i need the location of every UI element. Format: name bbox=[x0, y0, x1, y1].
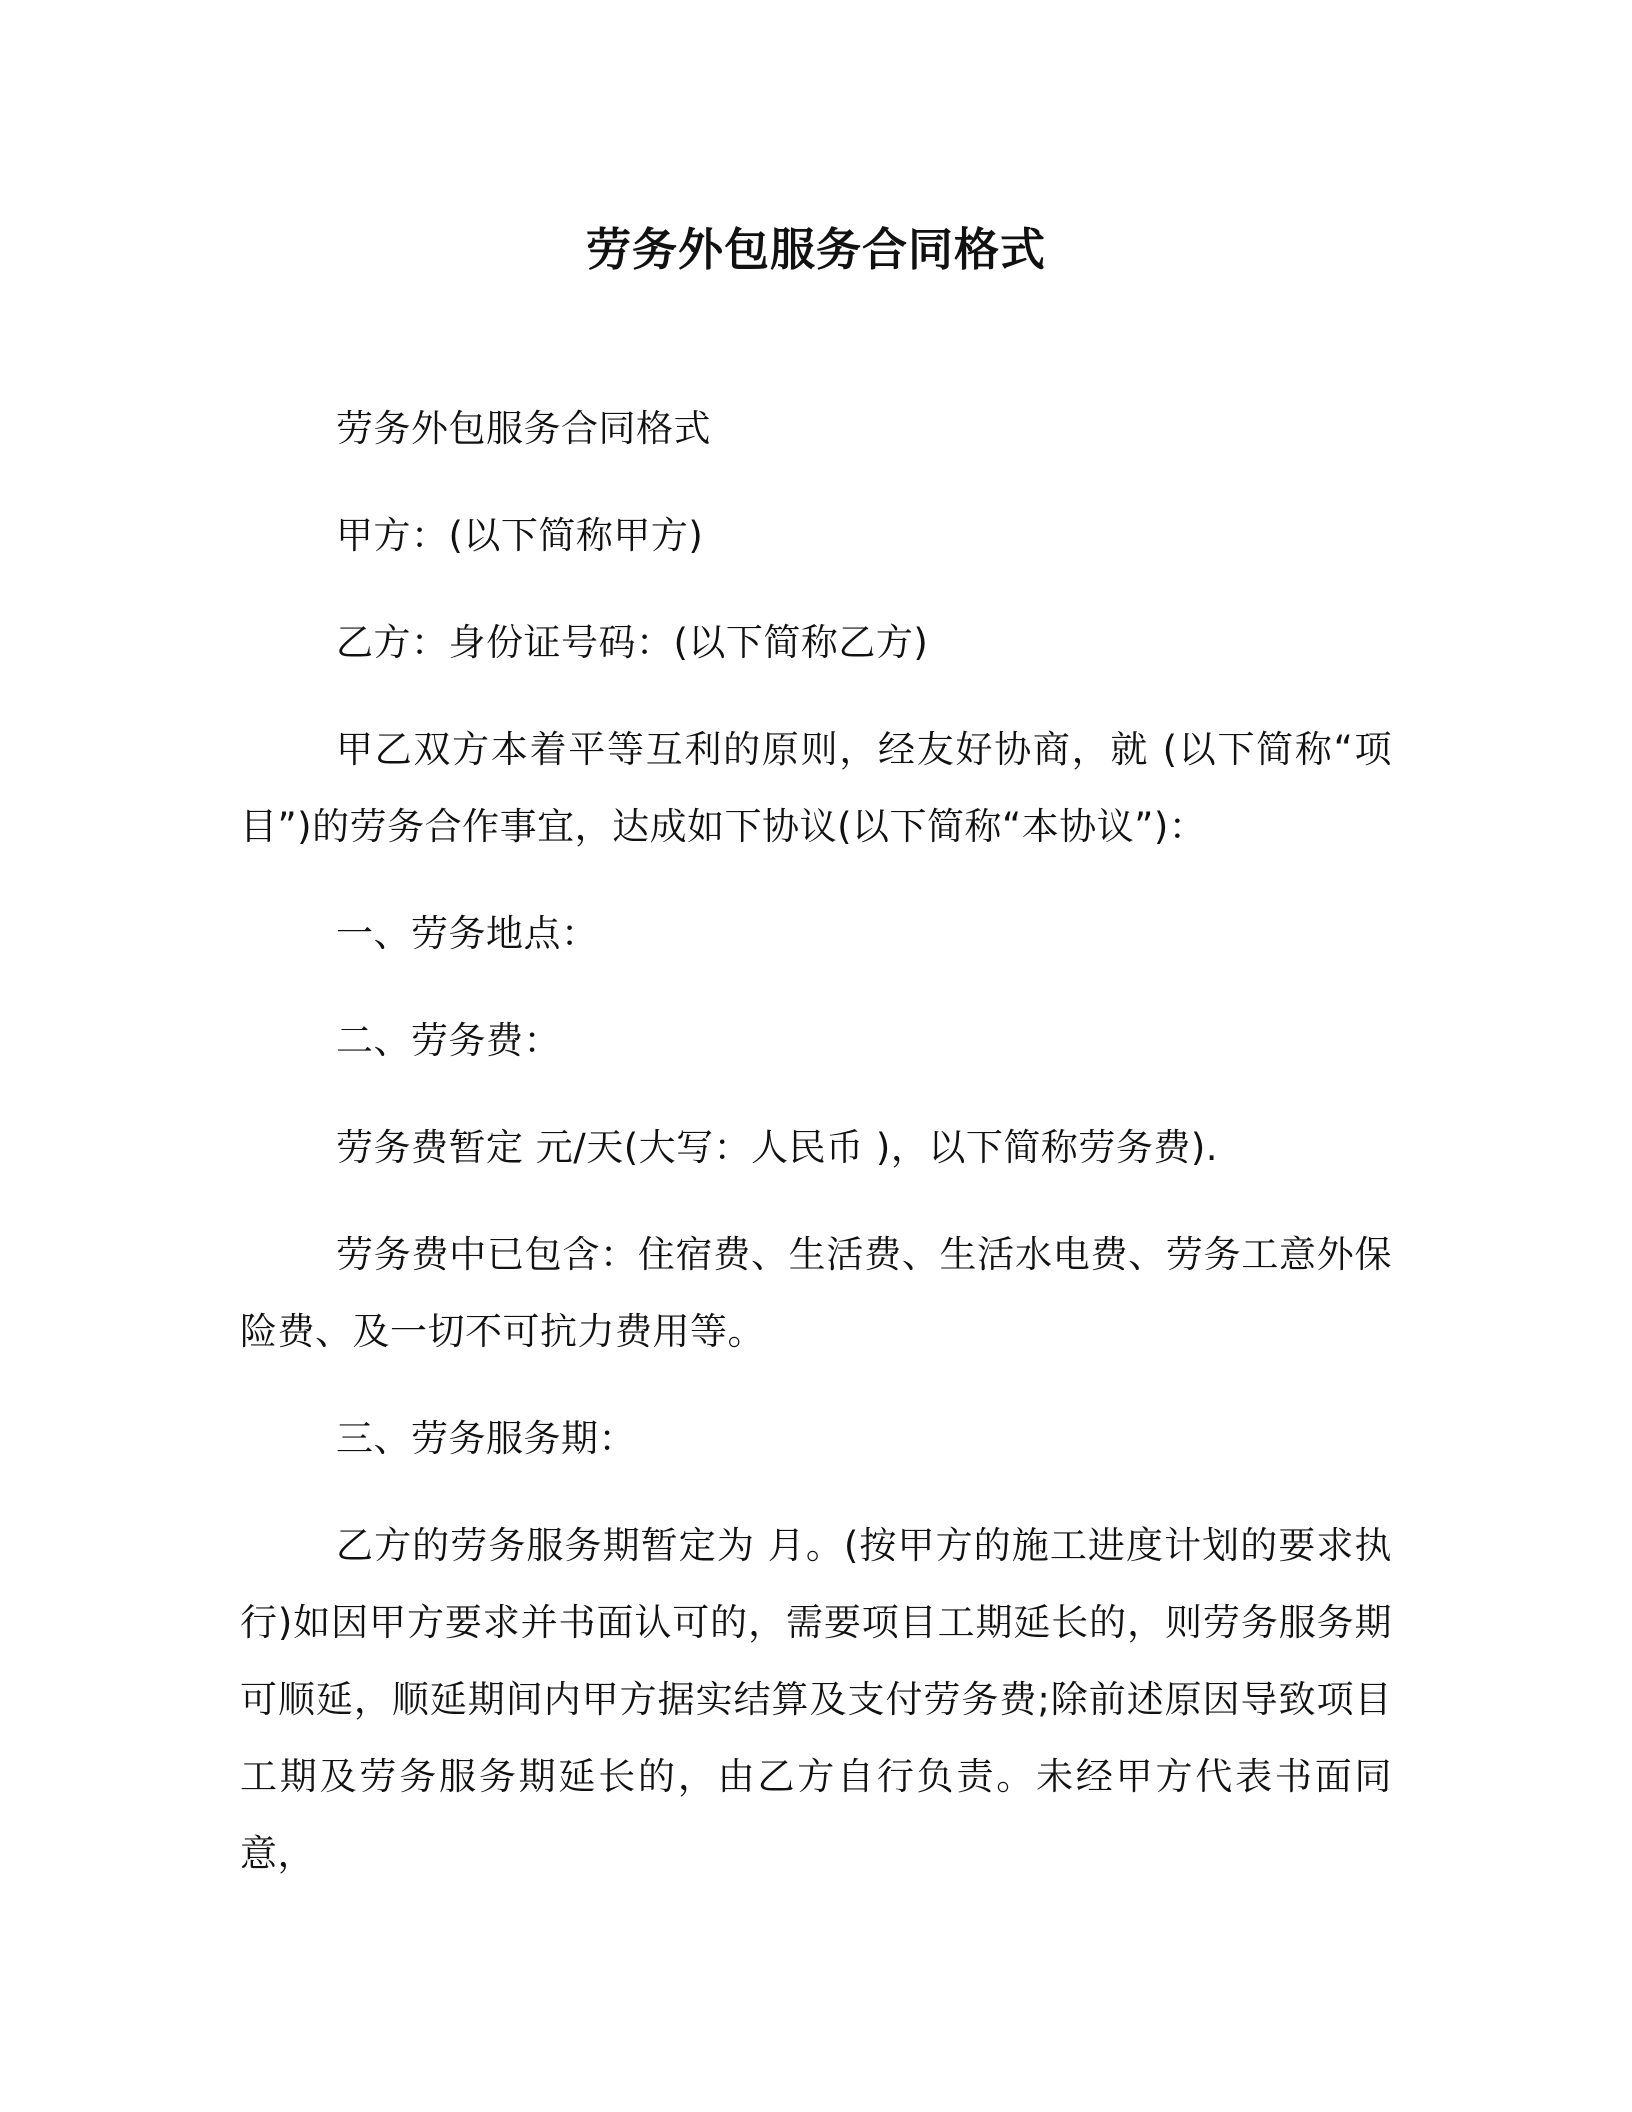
paragraph-service-period: 乙方的劳务服务期暂定为 月。(按甲方的施工进度计划的要求执行)如因甲方要求并书面认可的，需要项目工期延长的，则劳务服务期可顺延，顺延期间内甲方据实结算及支付劳务费;除前述原因导致项目工期及劳务服务期延长的，由乙方自行负责。未经甲方代表书面同意， bbox=[240, 1524, 1392, 1875]
paragraph-heading: 劳务外包服务合同格式 bbox=[336, 407, 711, 450]
paragraph-section-2-heading: 二、劳务费： bbox=[336, 1019, 561, 1062]
paragraph-party-b: 乙方：身份证号码：(以下简称乙方) bbox=[336, 621, 929, 664]
paragraph-section-1-heading: 一、劳务地点： bbox=[336, 912, 599, 955]
paragraph-preamble: 甲乙双方本着平等互利的原则，经友好协商，就 (以下简称“项目”)的劳务合作事宜，达成如下协议(以下简称“本协议”)： bbox=[240, 728, 1392, 848]
paragraph-section-3-heading: 三、劳务服务期： bbox=[336, 1417, 636, 1460]
document-body bbox=[240, 390, 1392, 1922]
paragraph-party-a: 甲方：(以下简称甲方) bbox=[336, 514, 704, 557]
paragraph-fee-rate: 劳务费暂定 元/天(大写：人民币 )，以下简称劳务费). bbox=[336, 1126, 1219, 1169]
paragraph-fee-inclusions: 劳务费中已包含：住宿费、生活费、生活水电费、劳务工意外保险费、及一切不可抗力费用等。 bbox=[240, 1233, 1392, 1353]
document-title: 劳务外包服务合同格式 bbox=[585, 223, 1046, 276]
